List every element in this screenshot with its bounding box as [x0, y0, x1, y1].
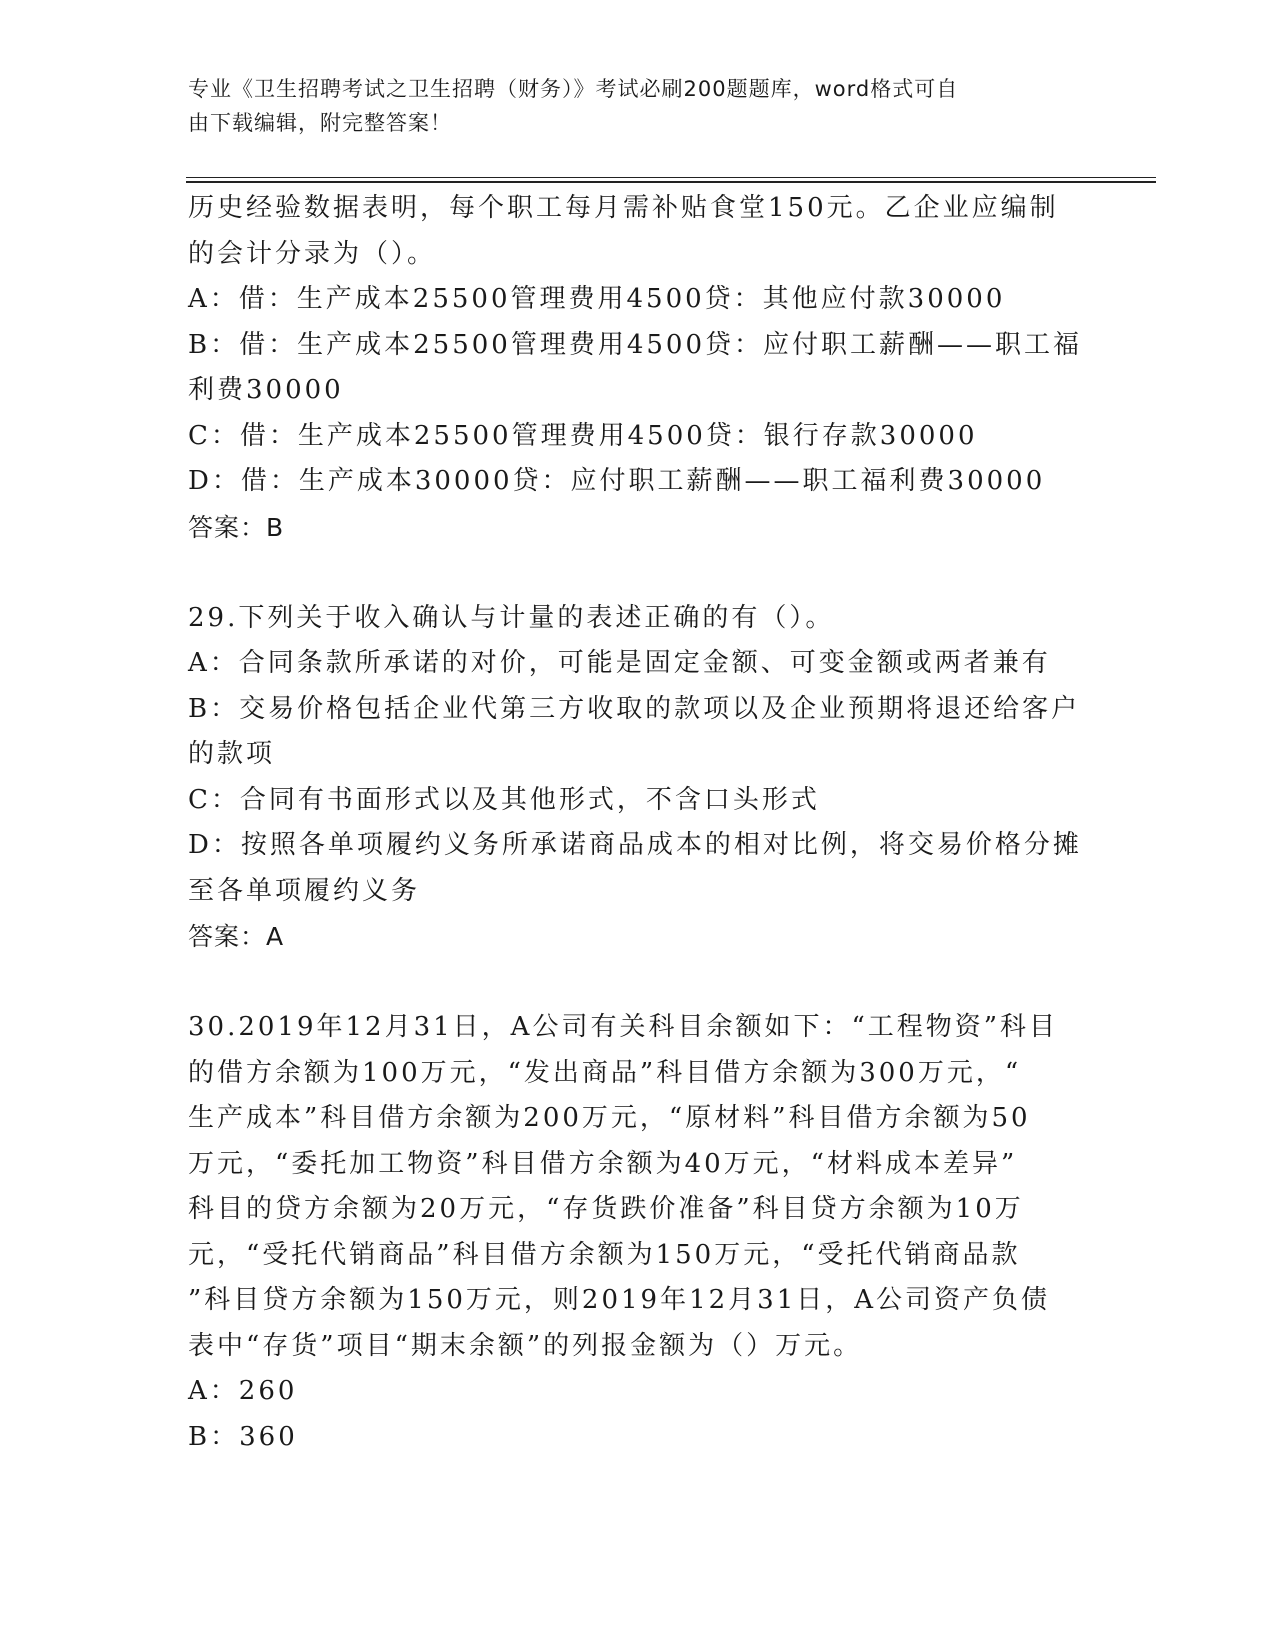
option-d: D：借：生产成本30000贷：应付职工薪酬——职工福利费30000: [188, 466, 1046, 496]
option-a: A：借：生产成本25500管理费用4500贷：其他应付款30000: [188, 284, 1006, 314]
answer: 答案：B: [188, 512, 285, 542]
question-stem-line: 的借方余额为100万元，“发出商品”科目借方余额为300万元，“: [188, 1057, 1022, 1088]
option-b: B：360: [188, 1421, 298, 1452]
option-b-line: 利费30000: [188, 375, 344, 405]
option-b-line: B：借：生产成本25500管理费用4500贷：应付职工薪酬——职工福: [188, 329, 1082, 360]
question-29: [188, 596, 1088, 960]
header-line-1: 专业《卫生招聘考试之卫生招聘（财务）》考试必刷200题题库，word格式可自: [188, 77, 959, 101]
option-c: C：借：生产成本25500管理费用4500贷：银行存款30000: [188, 420, 978, 451]
question-stem-line: 万元，“委托加工物资”科目借方余额为40万元，“材料成本差异”: [188, 1148, 1018, 1179]
question-stem-line: 生产成本”科目借方余额为200万元，“原材料”科目借方余额为50: [188, 1103, 1031, 1133]
answer: 答案：A: [188, 922, 285, 951]
header-divider-thin: [186, 177, 1156, 178]
question-stem-line: 历史经验数据表明，每个职工每月需补贴食堂150元。乙企业应编制: [188, 193, 1059, 223]
option-d-line: 至各单项履约义务: [188, 875, 421, 906]
spacer: [188, 960, 1088, 1006]
option-b-line: 的款项: [188, 739, 276, 769]
document-header: [188, 72, 1088, 140]
question-stem-line: 30.2019年12月31日，A公司有关科目余额如下：“工程物资”科目: [188, 1012, 1059, 1042]
option-a: A：合同条款所承诺的对价，可能是固定金额、可变金额或两者兼有: [188, 648, 1051, 678]
question-stem-line: 表中“存货”项目“期末余额”的列报金额为（）万元。: [188, 1330, 863, 1361]
option-b-line: B：交易价格包括企业代第三方收取的款项以及企业预期将退还给客户: [188, 693, 1081, 724]
header-line-2: 由下载编辑，附完整答案！: [188, 111, 452, 135]
document-body: [188, 186, 1088, 1460]
question-stem-line: 的会计分录为（）。: [188, 238, 437, 269]
question-28: [188, 186, 1088, 550]
option-a: A：260: [188, 1376, 298, 1406]
question-stem-line: 科目的贷方余额为20万元，“存货跌价准备”科目贷方余额为10万: [188, 1194, 1024, 1224]
header-divider-thick: [186, 181, 1156, 183]
option-d-line: D：按照各单项履约义务所承诺商品成本的相对比例，将交易价格分摊: [188, 830, 1082, 860]
question-stem: 29.下列关于收入确认与计量的表述正确的有（）。: [188, 602, 835, 633]
question-stem-line: 元，“受托代销商品”科目借方余额为150万元，“受托代销商品款: [188, 1239, 1021, 1270]
question-stem-line: ”科目贷方余额为150万元，则2019年12月31日，A公司资产负债: [188, 1285, 1051, 1315]
option-c: C：合同有书面形式以及其他形式，不含口头形式: [188, 784, 820, 815]
question-30: [188, 1005, 1088, 1460]
spacer: [188, 550, 1088, 596]
